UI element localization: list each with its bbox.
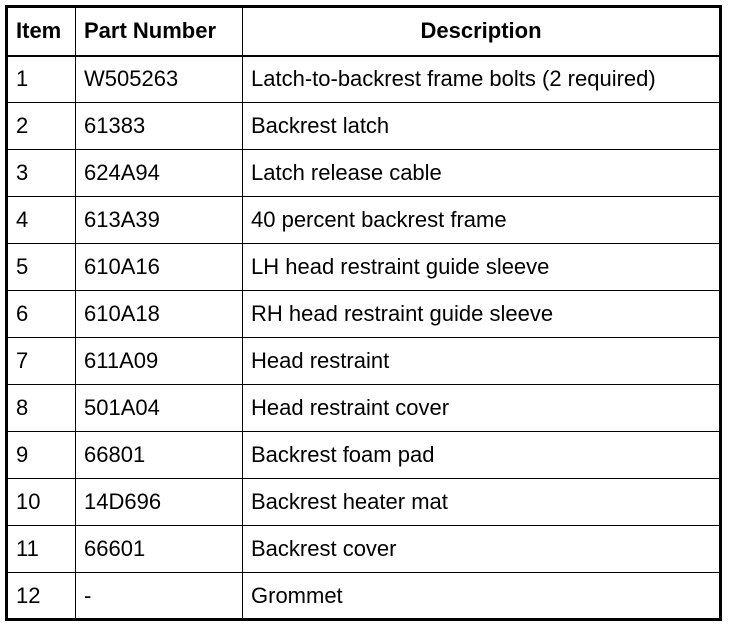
cell-description: 40 percent backrest frame	[243, 197, 721, 244]
cell-part-number: 501A04	[76, 385, 243, 432]
cell-part-number: 610A18	[76, 291, 243, 338]
cell-description: Grommet	[243, 573, 721, 620]
cell-description: Latch-to-backrest frame bolts (2 required)	[243, 56, 721, 103]
table-row	[7, 432, 721, 479]
cell-item: 9	[7, 432, 76, 479]
table-row	[7, 244, 721, 291]
cell-description: LH head restraint guide sleeve	[243, 244, 721, 291]
cell-description: Head restraint	[243, 338, 721, 385]
cell-item: 3	[7, 150, 76, 197]
cell-description: Latch release cable	[243, 150, 721, 197]
table-header-row	[7, 7, 721, 56]
cell-part-number: 66801	[76, 432, 243, 479]
parts-table	[5, 5, 722, 621]
cell-part-number: 61383	[76, 103, 243, 150]
cell-item: 6	[7, 291, 76, 338]
cell-description: Head restraint cover	[243, 385, 721, 432]
cell-item: 4	[7, 197, 76, 244]
table-row	[7, 150, 721, 197]
cell-part-number: 611A09	[76, 338, 243, 385]
cell-part-number: -	[76, 573, 243, 620]
cell-item: 8	[7, 385, 76, 432]
cell-item: 11	[7, 526, 76, 573]
table-row	[7, 526, 721, 573]
cell-description: Backrest latch	[243, 103, 721, 150]
table-row	[7, 573, 721, 620]
cell-part-number: W505263	[76, 56, 243, 103]
cell-part-number: 66601	[76, 526, 243, 573]
cell-part-number: 613A39	[76, 197, 243, 244]
cell-item: 10	[7, 479, 76, 526]
cell-description: Backrest heater mat	[243, 479, 721, 526]
cell-item: 5	[7, 244, 76, 291]
table-row	[7, 56, 721, 103]
table-row	[7, 103, 721, 150]
cell-item: 2	[7, 103, 76, 150]
cell-item: 7	[7, 338, 76, 385]
header-description: Description	[243, 7, 721, 56]
table-row	[7, 338, 721, 385]
cell-part-number: 14D696	[76, 479, 243, 526]
cell-description: Backrest foam pad	[243, 432, 721, 479]
cell-part-number: 624A94	[76, 150, 243, 197]
header-part-number: Part Number	[76, 7, 243, 56]
table-row	[7, 197, 721, 244]
cell-description: Backrest cover	[243, 526, 721, 573]
cell-description: RH head restraint guide sleeve	[243, 291, 721, 338]
header-item: Item	[7, 7, 76, 56]
cell-item: 12	[7, 573, 76, 620]
table-row	[7, 479, 721, 526]
cell-item: 1	[7, 56, 76, 103]
cell-part-number: 610A16	[76, 244, 243, 291]
table-row	[7, 291, 721, 338]
table-row	[7, 385, 721, 432]
